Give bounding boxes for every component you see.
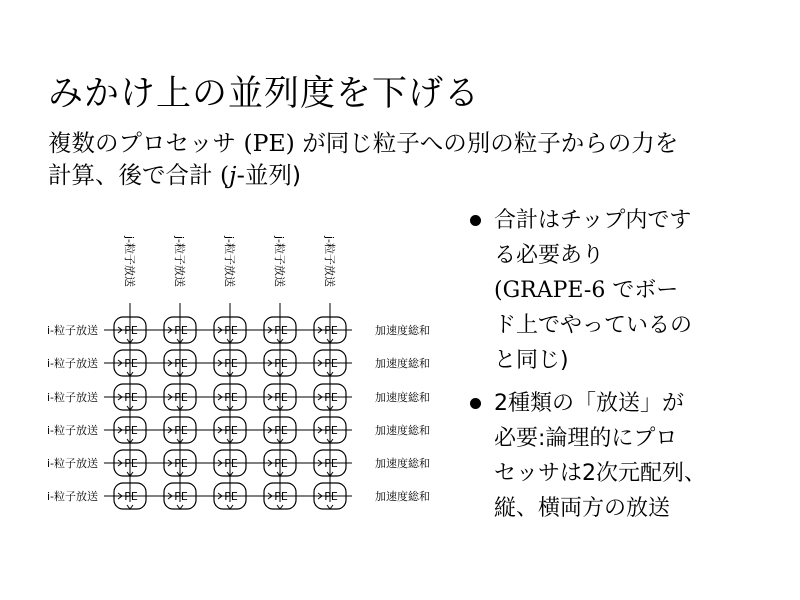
column-broadcast-label: j-粒子放送 <box>273 236 286 288</box>
row-broadcast-label: i-粒子放送 <box>47 391 99 404</box>
bullet-2-line: 縦、横両方の放送 <box>494 496 671 521</box>
row-broadcast-label: i-粒子放送 <box>47 357 99 370</box>
intro-line-2-a: 計算、後で合計 <box>48 161 220 189</box>
pe-cell-label: PE <box>274 490 288 503</box>
pe-cell-label: PE <box>324 324 338 337</box>
row-broadcast-label: i-粒子放送 <box>47 324 99 337</box>
pe-cell-label: PE <box>224 324 238 337</box>
column-broadcast-label: j-粒子放送 <box>173 236 186 288</box>
intro-line-1-c: が同じ粒子への別の粒子からの力を <box>294 129 679 157</box>
pe-cell-label: PE <box>324 457 338 470</box>
column-broadcast-label: j-粒子放送 <box>223 236 236 288</box>
acceleration-sum-label: 加速度総和 <box>375 424 430 437</box>
bullet-dot-icon <box>470 215 481 226</box>
bullet-2-line: 必要:論理的にプロ <box>494 426 678 451</box>
intro-line-2-b: ( <box>219 161 230 189</box>
acceleration-sum-label: 加速度総和 <box>375 391 430 404</box>
pe-cell-label: PE <box>174 457 188 470</box>
column-broadcast-label: j-粒子放送 <box>123 236 136 288</box>
bullet-1-line: (GRAPE-6 でボー <box>494 278 679 303</box>
pe-cell-label: PE <box>274 391 288 404</box>
acceleration-sum-label: 加速度総和 <box>375 324 430 337</box>
pe-cell-label: PE <box>124 357 138 370</box>
pe-cell-label: PE <box>174 391 188 404</box>
pe-cell-label: PE <box>224 424 238 437</box>
bullet-1-line: 合計はチップ内です <box>494 208 692 233</box>
row-broadcast-label: i-粒子放送 <box>47 424 99 437</box>
pe-cell-label: PE <box>324 391 338 404</box>
acceleration-sum-label: 加速度総和 <box>375 357 430 370</box>
pe-cell-label: PE <box>124 490 138 503</box>
pe-cell-label: PE <box>224 490 238 503</box>
intro-line-2-d: -並列) <box>236 161 302 189</box>
pe-cell-label: PE <box>274 424 288 437</box>
acceleration-sum-label: 加速度総和 <box>375 457 430 470</box>
bullet-item-2 <box>470 386 790 526</box>
row-broadcast-label: i-粒子放送 <box>47 457 99 470</box>
pe-cell-label: PE <box>274 324 288 337</box>
pe-cell-label: PE <box>174 324 188 337</box>
intro-line-2-c: j <box>229 161 237 189</box>
pe-cell-label: PE <box>124 391 138 404</box>
pe-cell-label: PE <box>324 490 338 503</box>
slide-title: みかけ上の並列度を下げる <box>48 74 481 114</box>
pe-cell-label: PE <box>224 457 238 470</box>
bullet-2-line: 2種類の「放送」が <box>494 391 684 416</box>
bullet-list <box>470 203 790 526</box>
column-broadcast-label: j-粒子放送 <box>323 236 336 288</box>
bullet-1-line: ド上でやっているの <box>494 313 693 338</box>
pe-cell-label: PE <box>174 490 188 503</box>
bullet-item-1 <box>470 203 790 378</box>
row-broadcast-label: i-粒子放送 <box>47 490 99 503</box>
pe-cell-label: PE <box>324 424 338 437</box>
bullet-dot-icon <box>470 398 481 409</box>
acceleration-sum-label: 加速度総和 <box>375 490 430 503</box>
pe-cell-label: PE <box>224 391 238 404</box>
pe-cell-label: PE <box>324 357 338 370</box>
intro-line-1-a: 複数のプロセッサ <box>48 129 244 157</box>
pe-cell-label: PE <box>174 357 188 370</box>
pe-cell-label: PE <box>124 457 138 470</box>
pe-cell-label: PE <box>124 424 138 437</box>
pe-cell-label: PE <box>124 324 138 337</box>
pe-cell-label: PE <box>174 424 188 437</box>
pe-cell-label: PE <box>224 357 238 370</box>
bullet-2-line: セッサは2次元配列、 <box>494 461 706 486</box>
pe-cell-label: PE <box>274 357 288 370</box>
pe-cell-label: PE <box>274 457 288 470</box>
bullet-1-line: と同じ) <box>494 348 569 373</box>
bullet-1-line: る必要あり <box>494 243 605 268</box>
intro-line-1-b: (PE) <box>243 129 295 157</box>
